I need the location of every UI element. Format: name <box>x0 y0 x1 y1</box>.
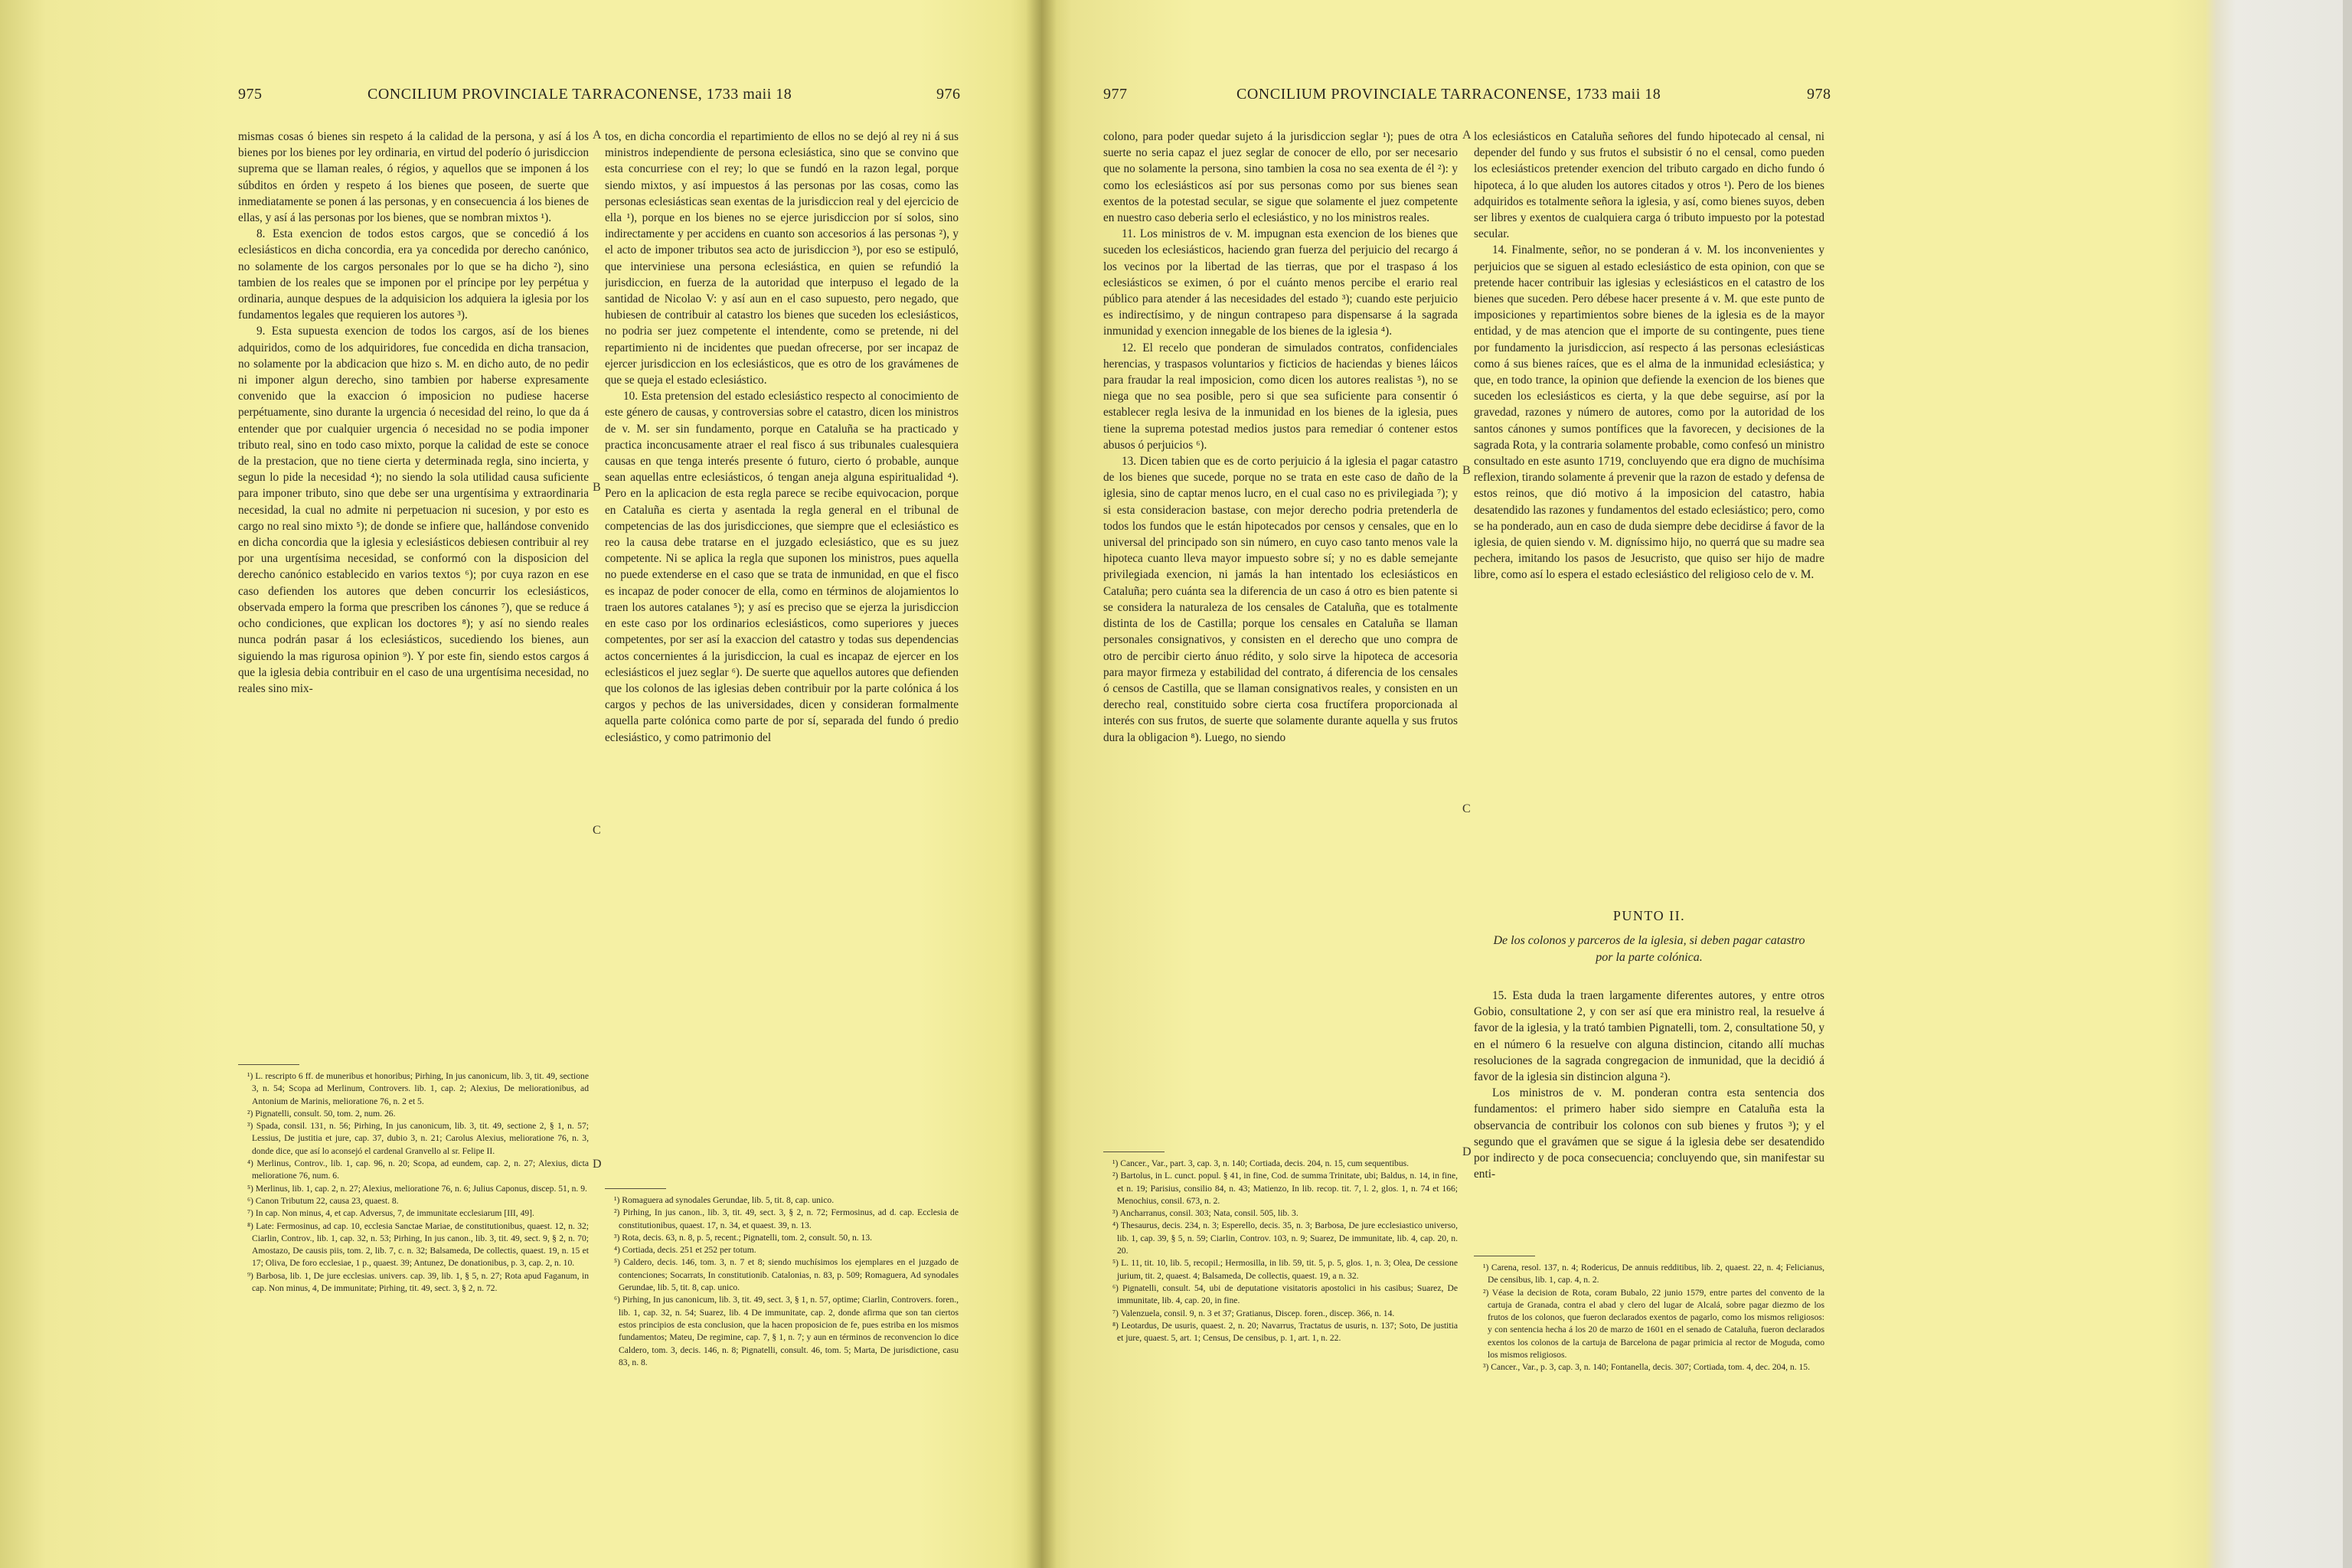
paragraph: 11. Los ministros de v. M. impugnan esta exencion de los bienes que suceden los eclesiásticos, haciendo gran fuerza del perjuicio del recargo á los vecinos por la libertad de las tierras, que por el traspaso á los eclesiásticos se eximen, ó por el cuánto menos percibe el erario real público para atender á las necesidades del estado ³); cuando este perjuicio es indirectísimo, y de ningun contrapeso para dispensarse á la sagrada inmunidad y exencion innegable de los bienes de la iglesia ⁴). <box>1103 227 1458 338</box>
footnote: ³) Ancharranus, consil. 303; Nata, consil. 505, lib. 3. <box>1112 1208 1298 1219</box>
footnotes-column-1 <box>1103 1158 1458 1556</box>
section-heading: PUNTO II. <box>1612 908 1686 923</box>
left-page <box>0 0 1041 1568</box>
paragraph: 9. Esta supuesta exencion de todos los cargos, así de los bienes adquiridos, como de los adquiridores, fue concedida en dicha transacion, no solamente por la abdicacion que hizo s. M. en dicho auto, de no pedir ni imponer algun derecho, sino tambien por haberse expresamente convenido que la exaccion ó imposicion no pudiese hacerse perpétuamente, sino durante la urgencia ó necesidad del reino, lo que da á entender que por cualquier urgencia ó necesidad no se podia imponer tributo real, sino en todo caso mixto, porque la calidad de este se conoce de la prestacion, que no tiene cierta y determinada regla, sino incierta, y segun lo pide la necesidad ⁴); no siendo la sola utilidad causa suficiente para imponer tributo, sino que debe ser una urgentísima y extraordinaria necesidad, la cual no admite ni perpetuacion ni sucesion, y por esto es cargo no real sino mixto ⁵); de donde se infiere que, hallándose convenido en dicha concordia que la iglesia y eclesiásticos debiesen contribuir al rey por una urgentísima necesidad, se conformó con la disposicion del derecho canónico establecido en varios textos ⁶); por cuya razon en ese caso defienden los autores que deben concurrir los eclesiásticos, observada empero la forma que prescriben los cánones ⁷), que se reduce á ocho condiciones, que explican los doctores ⁸); y así no siendo reales nunca podrán pasar á los eclesiásticos, sucediendo los bienes, aun siguiendo la mas rigurosa opinion ⁹). Y por este fin, siendo estos cargos á que la iglesia debia contribuir en el caso de una urgentísima necesidad, no reales sino mix- <box>238 325 589 695</box>
running-title: CONCILIUM PROVINCIALE TARRACONENSE, 1733 maii 18 <box>1236 86 1661 103</box>
paragraph: 13. Dicen tabien que es de corto perjuicio á la iglesia el pagar catastro de los bienes que sucede, porque no se trata en este caso de daño de la iglesia, sino de captar menos lucro, en el cual caso no es privilegiada ⁷); y si esta consideracion bastase, con mejor derecho podria pretenderla de todos los fundos que le están hipotecados por censos y censales, que en lo universal del principado son sin número, en cuyo caso tanto menos vale la hipoteca cuanto lleva mayor impuesto sobre sí; y no es dable semejante privilegiada exencion, ni jamás la han intentado los eclesiásticos en Cataluña; pero cuánta sea la diferencia de un caso á otro es bien patente si se considera la naturaleza de los censales de Cataluña, que es totalmente distinta de los de Castilla; porque los censales en Cataluña se llaman personales consignativos, y consisten en el derecho que uno compra de otro de percibir cierto ánuo rédito, y solo sirve la hipoteca de accesoria para mayor firmeza y estabilidad del contrato, á diferencia de los censales ó censos de Castilla, que se llaman consignativos reales, y consisten en un derecho real, constituido sobre cierta cosa fructífera proporcionada al interés con sus frutos, de suerte que solamente durante aquella y sus frutos dura la obligacion ⁸). Luego, no siendo <box>1103 455 1458 744</box>
running-title: CONCILIUM PROVINCIALE TARRACONENSE, 1733 maii 18 <box>368 86 792 103</box>
footnote: ⁵) Caldero, decis. 146, tom. 3, n. 7 et 8; siendo muchísimos los ejemplares en el juzgado de contenciones; Socarrats, In constitutionib. Catalonias, n. 83, p. 509; Romaguera, Ad synodales Gerundae, lib. 5, tit. 8, cap. unico. <box>614 1257 959 1293</box>
paragraph: colono, para poder quedar sujeto á la jurisdiccion seglar ¹); pues de otra suerte no seria capaz el juez seglar de conocer de ello, por ser necesario que no solamente la persona, sino tambien la cosa no sea exenta de él ²): y como los eclesiásticos así por sus personas como por sus bienes sean exentos de la potestad secular, se sigue que solamente el juez competente en nuestro caso deberia serlo el eclesiástico, y no los ministros reales. <box>1103 130 1458 225</box>
footnote: ⁴) Cortiada, decis. 251 et 252 per totum. <box>614 1245 756 1256</box>
footnotes-column-1 <box>238 1070 589 1530</box>
text-column-2b <box>1474 988 1824 1248</box>
footnote: ²) Véase la decision de Rota, coram Bubalo, 22 junio 1579, entre partes del convento de la cartuja de Granada, contra el abad y clero del lugar de Alcalá, sobre pagar diezmo de los frutos de los colonos, que fueron declarados exentos de pagarlo, como los mismos religiosos: y con sentencia hecha á los 20 de marzo de 1601 en el senado de Cataluña, fueron declarados exentos los colonos de la cartuja de Barcelona de pagar primicia al rector de Moguda, como los mismos religiosos. <box>1483 1287 1824 1361</box>
text-column-2 <box>605 129 959 1181</box>
page-edge <box>2343 0 2352 1568</box>
footnote: ⁵) Merlinus, lib. 1, cap. 2, n. 27; Alexius, melioratione 76, n. 6; Julius Caponus, discep. 51, n. 9. <box>247 1183 587 1194</box>
footnote: ⁹) Barbosa, lib. 1, De jure ecclesias. univers. cap. 39, lib. 1, § 5, n. 27; Rota apud Faganum, in cap. Non minus, 4, De immunitate; Pirhing, tit. 49, sect. 3, § 2, n. 72. <box>247 1270 589 1294</box>
footnote: ¹) Cancer., Var., part. 3, cap. 3, n. 140; Cortiada, decis. 204, n. 15, cum sequentibus. <box>1112 1158 1410 1168</box>
section-subheading: De los colonos y parceros de la iglesia, si deben pagar catastro por la parte colónica. <box>1493 934 1805 964</box>
paragraph: 8. Esta exencion de todos estos cargos, que se concedió á los eclesiásticos en dicha concordia, era ya concedida por derecho canónico, no solamente de los cargos personales por lo que se ha dicho ²), sino tambien de los reales que se imponen por el príncipe por ley perpétua y ordinaria, aunque despues de la adquisicion los adquiera la iglesia por los fundamentos legales que requieren los autores ³). <box>238 227 589 322</box>
margin-letter: A <box>593 129 602 142</box>
footnote: ⁷) Valenzuela, consil. 9, n. 3 et 37; Gratianus, Discep. foren., discep. 366, n. 14. <box>1112 1308 1395 1318</box>
margin-letter: B <box>1462 464 1471 477</box>
footnote: ¹) L. rescripto 6 ff. de muneribus et honoribus; Pirhing, In jus canonicum, lib. 3, tit. 49, sectione 3, n. 54; Scopa ad Merlinum, Controvers. lib. 1, cap. 2; Alexius, De meliorationibus, ad Antonium de Marinis, melioratione 76, n. 2 et 5. <box>247 1071 589 1106</box>
footnote: ⁸) Late: Fermosinus, ad cap. 10, ecclesia Sanctae Mariae, de constitutionibus, quaest. 12, n. 32; Ciarlin, Controv., lib. 1, cap. 32, n. 53; Pirhing, In jus canon., lib. 3, tit. 49, sect. 9, § 2, n. 70; Amostazo, De causis piis, tom. 2, lib. 7, c. n. 32; Balsameda, De collectis, quaest. 19, n. 15 et 17; Oliva, De foro ecclesiae, 1 p., quaest. 39; Antunez, De donationibus, p. 3, cap. 2, n. 10. <box>247 1220 589 1269</box>
margin-letter: C <box>1462 802 1471 815</box>
footnote: ⁸) Leotardus, De usuris, quaest. 2, n. 20; Navarrus, Tractatus de usuris, n. 137; Soto, De justitia et jure, quaest. 5, art. 1; Census, De censibus, p. 1, art. 1, n. 22. <box>1112 1320 1458 1344</box>
footnote: ¹) Carena, resol. 137, n. 4; Rodericus, De annuis redditibus, lib. 2, quaest. 22, n. 4; Felicianus, De censibus, lib. 1, cap. 4, n. 2. <box>1483 1263 1824 1285</box>
paragraph: 12. El recelo que ponderan de simulados contratos, confidenciales herencias, y traspasos voluntarios y ficticios de haciendas y bienes láicos para fraudar la real imposicion, como dicen los autores realistas ⁵), no se niega que no sea posible, pero si que sea suficiente para consentir ó establecer regla lesiva de la inmunidad en los bienes de la iglesia, pues tiene la suprema potestad medios justos para remediar ó contener estos abusos ó perjuicios ⁶). <box>1103 341 1458 452</box>
paragraph: mismas cosas ó bienes sin respeto á la calidad de la persona, y así á los bienes por los bienes por ley ordinaria, en virtud del poderío ó jurisdiccion suprema que se llaman reales, ó régios, y aquellos que se imponen á los súbditos en órden y respeto á los bienes que poseen, de suerte que inmediatamente se ponen á las personas, y en consecuencia á los bienes de ellas, y así á las personas por los bienes, que se nombran mixtos ¹). <box>238 130 589 225</box>
footnote: ⁴) Thesaurus, decis. 234, n. 3; Esperello, decis. 35, n. 3; Barbosa, De jure ecclesiastico universo, lib. 1, cap. 39, § 5, n. 59; Ciarlin, Controv. 103, n. 9; Suarez, De immunitate, lib. 4, cap. 20, n. 20. <box>1112 1220 1458 1256</box>
page-number: 975 <box>238 86 263 103</box>
footnote: ¹) Romaguera ad synodales Gerundae, lib. 5, tit. 8, cap. unico. <box>614 1195 835 1205</box>
margin-letter: A <box>1462 129 1472 142</box>
margin-letter: B <box>593 481 601 494</box>
page-number: 977 <box>1103 86 1128 103</box>
running-head <box>1041 86 2352 112</box>
paragraph: Los ministros de v. M. ponderan contra esta sentencia dos fundamentos: el primero haber sido siempre en Cataluña esta la observancia de contribuir los colonos con sub bienes y frutos ³); y el segundo que el gravámen que se sigue á la iglesia debe ser desatendido por indirecto y de poca consecuencia; concluyendo que, sin manifestar su enti- <box>1474 1086 1824 1181</box>
paragraph: tos, en dicha concordia el repartimiento de ellos no se dejó al rey ni á sus ministros independiente de persona eclesiástica, sino que se convino que esta concurriese con el rey; lo que se fundó en la razon legal, porque siendo mixtos, y así impuestos á las personas por las cosas, como las personas eclesiásticas sean exentas de la jurisdiccion real y del ejercicio de ella ¹), porque en los bienes no se ejerce jurisdiccion por sí solos, sino indirectamente y per accidens en cuanto son accesorios á las personas ²), y el acto de imponer tributos sea acto de jurisdiccion ³), por eso se estipuló, que interviniese una persona eclesiástica, en quien se refundió la jurisdiccion, en fuerza de la autoridad que interpuso el legado de la santidad de Nicolao V: y así aun en el caso supuesto, pero negado, que hubiesen de contribuir al catastro los bienes que suceden los eclesiásticos, no podria ser juez competente el intendente, como se pretende, ni del repartimiento ni de incidentes que puedan ofrecerse, por ser incapaz de ejercer jurisdiccion en los eclesiásticos, que es otro de los gravámenes de que se queja el estado eclesiástico. <box>605 130 959 387</box>
text-column-1 <box>1103 129 1458 1147</box>
footnote: ²) Pirhing, In jus canon., lib. 3, tit. 49, sect. 3, § 2, n. 72; Fermosinus, ad d. cap. Ecclesia de constitutionibus, quaest. 17, n. 34, et quaest. 39, n. 13. <box>614 1207 959 1230</box>
footnote: ⁶) Pignatelli, consult. 54, ubi de deputatione visitatoris apostolici in his casibus; Suarez, De immunitate, lib. 4, cap. 20, in fine. <box>1112 1282 1458 1306</box>
paragraph: 15. Esta duda la traen largamente diferentes autores, y entre otros Gobio, consultatione 2, y con ser así que era ministro real, la resuelve á favor de la iglesia, y la trató tambien Pignatelli, tom. 2, consultatione 50, y en el número 6 la resuelve con alguna distincion, citando allí muchas resoluciones de la sagrada congregacion de inmunidad, que la decidió á favor de la iglesia sin distincion alguna ²). <box>1474 989 1824 1084</box>
page-number: 978 <box>1807 86 1831 103</box>
text-column-2 <box>1474 129 1824 902</box>
footnotes-column-2 <box>605 1194 959 1547</box>
footnote: ²) Bartolus, in L. cunct. popul. § 41, in fine, Cod. de summa Trinitate, ubi; Baldus, n. 14, in fine, et n. 19; Parisius, consilio 84, n. 43; Matienzo, In lib. recop. tit. 7, l. 2, glos. 1, n. 74 et 166; Menochius, consil. 673, n. 2. <box>1112 1171 1458 1206</box>
footnote: ⁶) Canon Tributum 22, causa 23, quaest. 8. <box>247 1195 399 1206</box>
paragraph: 14. Finalmente, señor, no se ponderan á v. M. los inconvenientes y perjuicios que se siguen al estado eclesiástico de esta opinion, con que se pretende hacer contribuir las iglesias y eclesiásticos en el catastro de los bienes que suceden. Pero débese hacer presente á v. M. que este punto de imposiciones y repartimientos sobre bienes de la iglesia es de la mayor entidad, y de mas atencion que el importe de su contingente, pues tiene por fundamento la jurisdiccion, así respecto á las personas eclesiásticas como á sus bienes raíces, que es el alma de la inmunidad eclesiástica; y que, en todo trance, la opinion que defiende la exencion de los bienes que suceden los eclesiásticos es cierta, y la que debe seguirse, así por la gravedad, razones y número de autores, como por la autoridad de los santos cánones y sumos pontífices que la favorecen, y decisiones de la sagrada Rota, y la contraria solamente probable, como confesó un ministro consultado en este asunto 1719, concluyendo que era digno de muchísima reflexion, tirando solamente á prevenir que la razon de estado y defensa de estos reinos, que dió motivo á la imposicion del catastro, habia desatendido las razones y fundamentos del estado eclesiástico; pero, como se ha ponderado, aun en caso de duda siempre debe decidirse á favor de la iglesia, de quien siendo v. M. digníssimo hijo, no querrá que su madre sea pechera, imitando los pasos de Jesucristo, que quiso ser hijo de madre libre, como así lo espera el estado eclesiástico del religioso celo de v. M. <box>1474 243 1824 582</box>
margin-letter: D <box>593 1158 602 1171</box>
footnote-rule <box>605 1188 666 1189</box>
footnote: ⁷) In cap. Non minus, 4, et cap. Adversus, 7, de immunitate ecclesiarum [III, 49]. <box>247 1208 534 1219</box>
page-number: 976 <box>936 86 961 103</box>
right-page <box>1041 0 2352 1568</box>
running-head <box>0 86 1041 112</box>
footnote: ⁶) Pirhing, In jus canonicum, lib. 3, tit. 49, sect. 3, § 1, n. 57, optime; Ciarlin, Controvers. foren., lib. 1, cap. 32, n. 54; Suarez, lib. 4 De immunitate, cap. 2, donde afirma que son tan ciertos estos principios de esta conclusion, que la hacen proposicion de fe, pues estriba en los mismos fundamentos; Mateu, De regimine, cap. 7, § 1, n. 7; y aun en términos de reconvencion lo dice Caldero, tom. 3, decis. 146, n. 8; Pignatelli, consult. 46, tom. 5; Marta, De jurisdictione, casu 83, n. 8. <box>614 1295 959 1367</box>
paragraph: los eclesiásticos en Cataluña señores del fundo hipotecado al censal, ni depender del fundo y sus frutos el subsistir ó no el censal, como pueden los eclesiásticos pretender exencion del tributo cargado en dicho fundo ó hipoteca, á lo que aluden los autores citados y otros ¹). Pero de los bienes adquiridos es totalmente señora la iglesia, y así, como bienes suyos, deben ser libres y exentos de cualquiera carga ó tributo impuesto por la potestad secular. <box>1474 130 1824 241</box>
footnote: ⁵) L. 11, tit. 10, lib. 5, recopil.; Hermosilla, in lib. 59, tit. 5, p. 5, glos. 1, n. 3; Olea, De cessione jurium, tit. 2, quaest. 4; Balsameda, De collectis, quaest. 19, a n. 32. <box>1112 1258 1458 1281</box>
footnote: ²) Pignatelli, consult. 50, tom. 2, num. 26. <box>247 1108 396 1119</box>
margin-letter: D <box>1462 1145 1472 1158</box>
footnote: ⁴) Merlinus, Controv., lib. 1, cap. 96, n. 20; Scopa, ad eundem, cap. 2, n. 27; Alexius, dicta melioratione 76, num. 6. <box>247 1158 589 1181</box>
book-gutter <box>1026 0 1057 1568</box>
paragraph: 10. Esta pretension del estado eclesiástico respecto al conocimiento de este género de causas, y controversias sobre el catastro, dicen los ministros de v. M. ser sin fundamento, porque en Cataluña se ha practicado y practica inconcusamente atraer el real fisco á sus tribunales cualesquiera causas en que tenga interés presente ó futuro, cierto ó probable, aunque sean aquellas entre eclesiásticos, ó tengan aneja alguna espiritualidad ⁴). Pero en la aplicacion de esta regla parece se recibe equivocacion, porque en Cataluña es cierta y asentada la regla general en el tribunal de competencias de las dos jurisdicciones, que siempre que el eclesiástico es reo la causa debe tratarse en el juzgado eclesiástico, que es su juez competente. Ni se aplica la regla que suponen los ministros, pues aquella no puede extenderse en el caso que se trata de inmunidad, en que el fisco es incapaz de poder conocer de ella, como en términos de alojamientos lo traen los autores catalanes ⁵); y así es preciso que se ejerza la jurisdiccion en este caso por los ordinarios eclesiásticos, como superiores y jueces competentes, por ser así la exaccion del catastro y todas sus dependencias actos concernientes á la jurisdiccion, la cual es incapaz de ejercer en los eclesiásticos el juez seglar ⁶). De suerte que aquellos autores que defienden que los colonos de las iglesias deben contribuir por la parte colónica á los cargos y pechos de las universidades, dicen y consideran formalmente aquella parte colónica como parte de por sí, separada del fundo ó predio eclesiástico, y como patrimonio del <box>605 390 959 744</box>
footnote: ³) Cancer., Var., p. 3, cap. 3, n. 140; Fontanella, decis. 307; Cortiada, tom. 4, dec. 204, n. 15. <box>1483 1362 1810 1373</box>
footnote-rule <box>238 1064 299 1065</box>
footnotes-column-2 <box>1474 1262 1824 1553</box>
footnote: ³) Spada, consil. 131, n. 56; Pirhing, In jus canonicum, lib. 3, tit. 49, sectione 2, § 1, n. 57; Lessius, De justitia et jure, cap. 37, dubio 3, n. 21; Carolus Alexius, melioratione 76, n. 3, donde dice, que así lo aconsejó el cardenal Granvello al sr. Felipe II. <box>247 1121 589 1156</box>
footnote: ³) Rota, decis. 63, n. 8, p. 5, recent.; Pignatelli, tom. 2, consult. 50, n. 13. <box>614 1232 873 1243</box>
text-column-1 <box>238 129 589 1055</box>
margin-letter: C <box>593 824 601 837</box>
